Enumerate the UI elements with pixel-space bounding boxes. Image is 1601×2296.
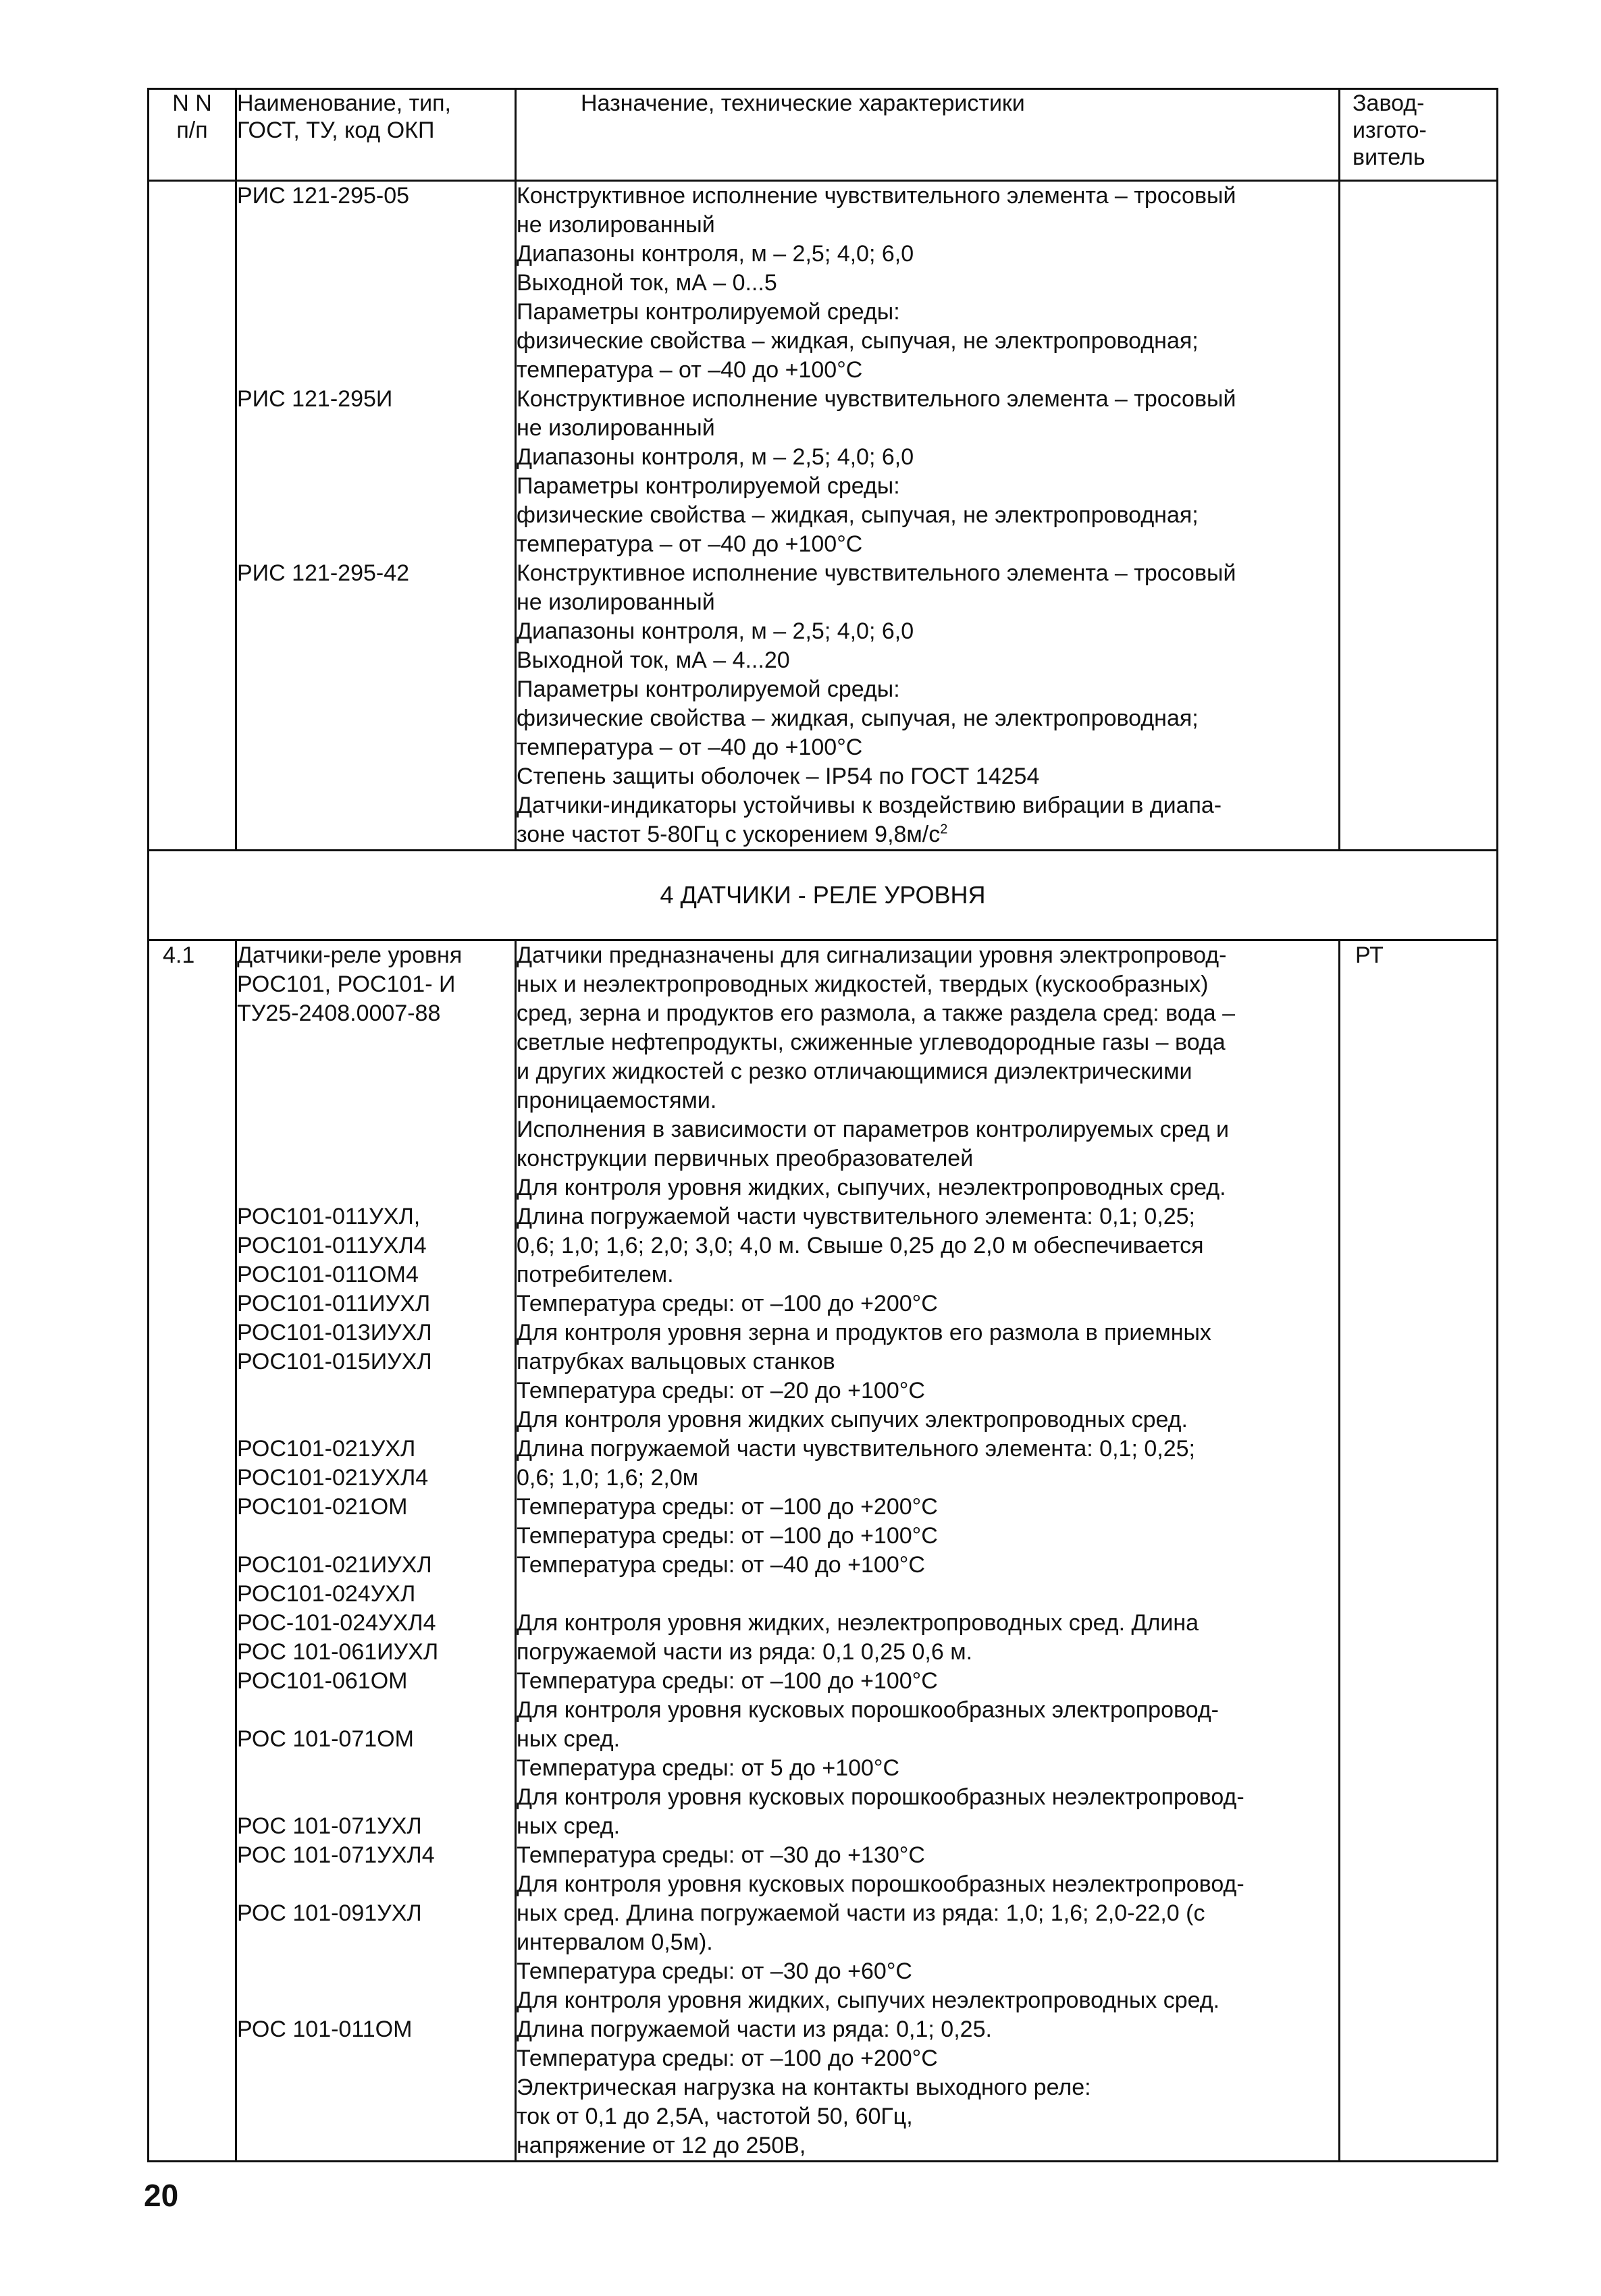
model-name [237, 1522, 515, 1551]
description-line: интервалом 0,5м). [517, 1929, 713, 1955]
model-name [237, 1957, 515, 1986]
item-number: 4.1 [163, 942, 195, 968]
model-name: ТУ25-2408.0007-88 [237, 1000, 441, 1026]
model-name: РОС101-024УХЛ [237, 1581, 416, 1607]
description-line: ных и неэлектропроводных жидкостей, твердых (кускообразных) [517, 971, 1209, 997]
description-line: Температура среды: от –40 до +100°С [517, 1552, 925, 1578]
name-cell [236, 181, 516, 851]
description-line: Электрическая нагрузка на контакты выходного реле: [517, 2075, 1091, 2100]
description-line: Температура среды: от –30 до +60°С [517, 1958, 912, 1984]
model-name: РОС101-061ОМ [237, 1668, 408, 1694]
model-name [237, 472, 515, 501]
header-name-line: ГОСТ, ТУ, код ОКП [237, 117, 435, 143]
model-name: РОС101-021ИУХЛ [237, 1552, 432, 1578]
description-line: Параметры контролируемой среды: [517, 473, 900, 499]
model-name: РОС101-013ИУХЛ [237, 1320, 432, 1345]
description-line: физические свойства – жидкая, сыпучая, не электропроводная; [517, 328, 1199, 354]
description-line: ных сред. [517, 1726, 621, 1752]
description-line: сред, зерна и продуктов его размола, а также раздела сред: вода – [517, 1000, 1235, 1026]
description-line: Для контроля уровня кусковых порошкообразных электропровод- [517, 1697, 1219, 1723]
model-name [237, 530, 515, 559]
description-line: Температура среды: от –100 до +100°С [517, 1668, 938, 1694]
description-line: Длина погружаемой части чувствительного элемента: 0,1; 0,25; [517, 1204, 1195, 1229]
description-cell [516, 181, 1340, 851]
description-line: не изолированный [517, 589, 715, 615]
description-line: не изолированный [517, 212, 715, 238]
description-line: Датчики предназначены для сигнализации уровня электропровод- [517, 942, 1227, 968]
description-line: Диапазоны контроля, м – 2,5; 4,0; 6,0 [517, 241, 914, 267]
model-name: РОС101-011УХЛ4 [237, 1233, 427, 1258]
table-row [149, 940, 1498, 2162]
table-header-row [149, 89, 1498, 181]
model-name [237, 1870, 515, 1899]
header-manufacturer-line: витель [1353, 144, 1425, 170]
description-line: Выходной ток, мА – 4...20 [517, 647, 790, 673]
model-name [237, 414, 515, 443]
model-name [237, 211, 515, 240]
description-line: Для контроля уровня жидких, сыпучих, неэлектропроводных сред. [517, 1175, 1226, 1200]
model-name [237, 1086, 515, 1115]
description-line: Температура среды: от –30 до +130°С [517, 1842, 925, 1868]
description-line: ных сред. Длина погружаемой части из ряда: 1,0; 1,6; 2,0-22,0 (с [517, 1900, 1205, 1926]
manufacturer-cell [1340, 181, 1498, 851]
description-line: температура – от –40 до +100°С [517, 357, 863, 383]
description-line: Для контроля уровня кусковых порошкообразных неэлектропровод- [517, 1871, 1244, 1897]
model-name: РОС 101-061ИУХЛ [237, 1639, 439, 1665]
header-description [516, 89, 1340, 181]
model-name: РОС 101-011ОМ [237, 2017, 413, 2042]
model-name: РОС101-021ОМ [237, 1494, 408, 1520]
section-row [149, 851, 1498, 940]
manufacturer-cell [1340, 940, 1498, 2162]
model-name [237, 443, 515, 472]
model-name: РОС101-011ОМ4 [237, 1262, 419, 1287]
description-line: Температура среды: от –100 до +200°С [517, 1291, 938, 1316]
model-name: РОС101, РОС101- И [237, 971, 456, 997]
model-name: РОС101-011ИУХЛ [237, 1291, 431, 1316]
description-line: конструкции первичных преобразователей [517, 1146, 974, 1171]
model-name: РИС 121-295-42 [237, 560, 410, 586]
model-name [237, 356, 515, 385]
header-number-line: п/п [176, 117, 208, 143]
description-line: физические свойства – жидкая, сыпучая, не электропроводная; [517, 705, 1199, 731]
description-line: патрубках вальцовых станков [517, 1349, 835, 1374]
model-name: РОС 101-071УХЛ [237, 1813, 422, 1839]
model-name [237, 1696, 515, 1725]
model-name [237, 269, 515, 298]
model-name [237, 1028, 515, 1057]
description-line: зоне частот 5-80Гц с ускорением $9,8м/с^2$ [517, 822, 948, 847]
description-line: Диапазоны контроля, м – 2,5; 4,0; 6,0 [517, 444, 914, 470]
description-line: Для контроля уровня зерна и продуктов его размола в приемных [517, 1320, 1211, 1345]
header-manufacturer-line: Завод- [1353, 90, 1425, 116]
model-name: РОС 101-091УХЛ [237, 1900, 422, 1926]
description-line: погружаемой части из ряда: 0,1 0,25 0,6 м. [517, 1639, 973, 1665]
description-line [517, 1580, 1338, 1609]
header-name [236, 89, 516, 181]
model-name [237, 1057, 515, 1086]
model-name: Датчики-реле уровня [237, 942, 463, 968]
description-line: Температура среды: от –100 до +200°С [517, 1494, 938, 1520]
header-number-line: N N [172, 90, 212, 116]
exponent: 2 [940, 822, 948, 837]
description-cell [516, 940, 1340, 2162]
table-row [149, 181, 1498, 851]
description-line: Для контроля уровня жидких, сыпучих неэлектропроводных сред. [517, 1987, 1220, 2013]
model-name: РОС101-021УХЛ [237, 1436, 416, 1462]
header-number [149, 89, 236, 181]
model-name [237, 1406, 515, 1435]
description-line: Температура среды: от 5 до +100°С [517, 1755, 900, 1781]
description-line: ток от 0,1 до 2,5А, частотой 50, 60Гц, [517, 2104, 913, 2129]
description-line: и других жидкостей с резко отличающимися диэлектрическими [517, 1059, 1192, 1084]
model-name: РОС101-011УХЛ, [237, 1204, 421, 1229]
description-line: Конструктивное исполнение чувствительного элемента – тросовый [517, 386, 1236, 412]
description-line: Параметры контролируемой среды: [517, 676, 900, 702]
model-name [237, 501, 515, 530]
model-name: РИС 121-295-05 [237, 183, 410, 209]
description-line: температура – от –40 до +100°С [517, 735, 863, 760]
number-cell [149, 940, 236, 2162]
header-manufacturer-line: изгото- [1353, 117, 1427, 143]
header-description-line: Назначение, технические характеристики [581, 90, 1025, 116]
description-line: потребителем. [517, 1262, 674, 1287]
description-line: Температура среды: от –100 до +200°С [517, 2046, 938, 2071]
description-line: Температура среды: от –20 до +100°С [517, 1378, 925, 1404]
description-line: температура – от –40 до +100°С [517, 531, 863, 557]
model-name: РОС 101-071УХЛ4 [237, 1842, 435, 1868]
model-name: РОС 101-071ОМ [237, 1726, 414, 1752]
description-line: физические свойства – жидкая, сыпучая, не электропроводная; [517, 502, 1199, 528]
spec-table [147, 88, 1498, 2162]
model-name: РОС101-021УХЛ4 [237, 1465, 429, 1491]
description-line: Для контроля уровня кусковых порошкообразных неэлектропровод- [517, 1784, 1244, 1810]
page-number: 20 [144, 2178, 179, 2213]
description-line: Для контроля уровня жидких сыпучих электропроводных сред. [517, 1407, 1188, 1433]
description-line: проницаемостями. [517, 1088, 717, 1113]
description-line: Длина погружаемой части из ряда: 0,1; 0,25. [517, 2017, 992, 2042]
model-name [237, 1754, 515, 1783]
description-line: 0,6; 1,0; 1,6; 2,0м [517, 1465, 699, 1491]
manufacturer-name: РТ [1355, 942, 1384, 968]
description-line: Датчики-индикаторы устойчивы к воздействию вибрации в диапа- [517, 793, 1222, 818]
name-cell [236, 940, 516, 2162]
description-line: Температура среды: от –100 до +100°С [517, 1523, 938, 1549]
model-name: РОС-101-024УХЛ4 [237, 1610, 436, 1636]
description-line: Выходной ток, мА – 0...5 [517, 270, 777, 296]
description-line: не изолированный [517, 415, 715, 441]
description-line: 0,6; 1,0; 1,6; 2,0; 3,0; 4,0 м. Свыше 0,25 до 2,0 м обеспечивается [517, 1233, 1204, 1258]
description-line: Диапазоны контроля, м – 2,5; 4,0; 6,0 [517, 618, 914, 644]
model-name [237, 1377, 515, 1406]
description-line: Конструктивное исполнение чувствительного элемента – тросовый [517, 560, 1236, 586]
description-line: Степень защиты оболочек – IP54 по ГОСТ 14254 [517, 764, 1040, 789]
description-line: Исполнения в зависимости от параметров контролируемых сред и [517, 1117, 1229, 1142]
header-manufacturer [1340, 89, 1498, 181]
model-name [237, 327, 515, 356]
model-name [237, 298, 515, 327]
section-title: 4 ДАТЧИКИ - РЕЛЕ УРОВНЯ [149, 851, 1498, 940]
description-line: Длина погружаемой части чувствительного элемента: 0,1; 0,25; [517, 1436, 1195, 1462]
model-name [237, 1144, 515, 1173]
description-line: напряжение от 12 до 250В, [517, 2133, 806, 2158]
model-name [237, 1783, 515, 1812]
description-line: светлые нефтепродукты, сжиженные углеводородные газы – вода [517, 1030, 1226, 1055]
model-name: РОС101-015ИУХЛ [237, 1349, 432, 1374]
model-name [237, 1115, 515, 1144]
model-name [237, 1928, 515, 1957]
description-line: Параметры контролируемой среды: [517, 299, 900, 325]
header-name-line: Наименование, тип, [237, 90, 452, 116]
description-line: Конструктивное исполнение чувствительного элемента – тросовый [517, 183, 1236, 209]
description-line: ных сред. [517, 1813, 621, 1839]
model-name [237, 1986, 515, 2015]
number-cell [149, 181, 236, 851]
model-name: РИС 121-295И [237, 386, 393, 412]
model-name [237, 1173, 515, 1202]
model-name [237, 240, 515, 269]
description-line: Для контроля уровня жидких, неэлектропроводных сред. Длина [517, 1610, 1199, 1636]
